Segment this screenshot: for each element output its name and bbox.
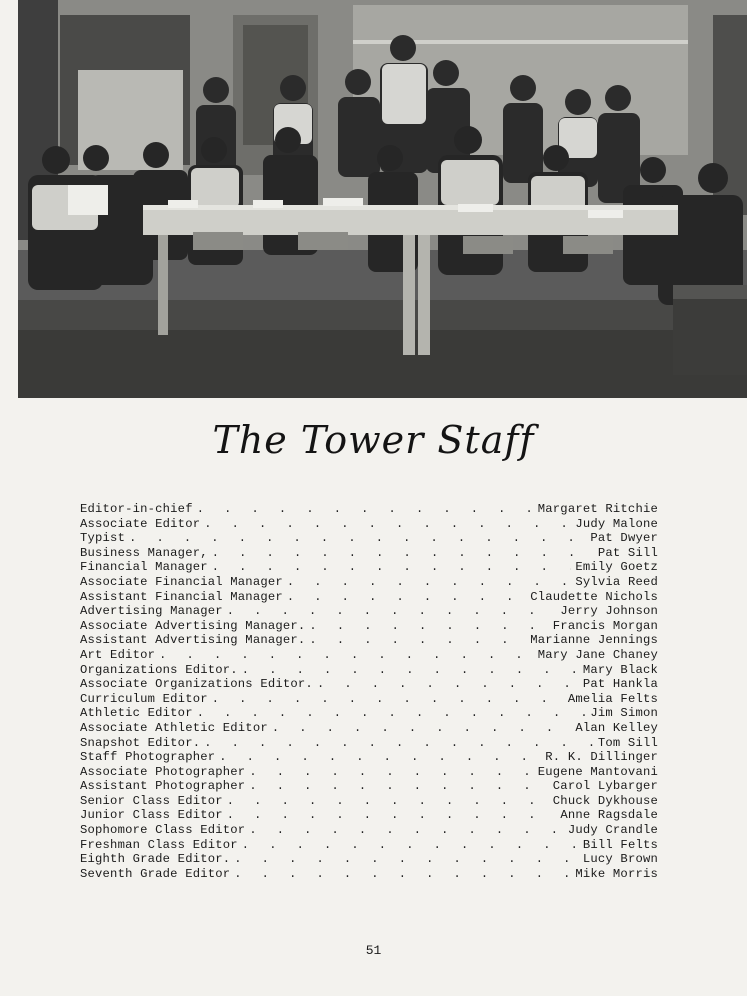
staff-name: Amelia Felts <box>567 691 658 706</box>
staff-role: Associate Athletic Editor <box>80 720 268 735</box>
dot-leader <box>242 838 579 853</box>
staff-entry <box>80 604 658 619</box>
staff-role: Sophomore Class Editor <box>80 823 246 838</box>
staff-name: Francis Morgan <box>552 618 658 633</box>
page-title: The Tower Staff <box>212 418 535 462</box>
staff-entry <box>80 648 658 663</box>
staff-entry <box>80 794 658 809</box>
dot-leader <box>159 648 534 663</box>
staff-entry <box>80 823 658 838</box>
staff-role: Associate Editor <box>80 516 201 531</box>
staff-role: Freshman Class Editor <box>80 837 238 852</box>
staff-role: Typist <box>80 531 126 546</box>
staff-name: Pat Sill <box>597 545 658 560</box>
staff-name: Tom Sill <box>597 735 658 750</box>
staff-name: Pat Dwyer <box>590 531 658 546</box>
dot-leader <box>204 517 571 532</box>
dot-leader <box>204 736 594 751</box>
staff-name: Judy Crandle <box>567 823 658 838</box>
staff-entry <box>80 867 658 882</box>
staff-name: Eugene Mantovani <box>537 764 658 779</box>
group-photo-icon <box>18 0 747 398</box>
staff-entry <box>80 633 658 648</box>
staff-role: Art Editor <box>80 647 156 662</box>
staff-entry <box>80 677 658 692</box>
staff-entry <box>80 560 658 575</box>
dot-leader <box>227 794 549 809</box>
staff-role: Curriculum Editor <box>80 691 208 706</box>
staff-name: Mary Jane Chaney <box>537 647 658 662</box>
staff-name: Margaret Ritchie <box>537 502 658 516</box>
staff-entry <box>80 619 658 634</box>
staff-entry <box>80 692 658 707</box>
dot-leader <box>272 721 572 736</box>
staff-entry <box>80 852 658 867</box>
staff-entry <box>80 808 658 823</box>
staff-role: Staff Photographer <box>80 750 216 765</box>
staff-name: R. K. Dillinger <box>545 750 658 765</box>
dot-leader <box>249 765 533 780</box>
staff-entry <box>80 736 658 751</box>
staff-entry <box>80 706 658 721</box>
staff-role: Associate Financial Manager <box>80 574 283 589</box>
dot-leader <box>234 852 579 867</box>
dot-leader <box>309 633 526 648</box>
dot-leader <box>234 867 571 882</box>
staff-name: Mary Black <box>582 662 658 677</box>
dot-leader <box>287 575 571 590</box>
dot-leader <box>317 677 579 692</box>
dot-leader <box>197 502 534 517</box>
staff-name: Emily Goetz <box>575 560 658 575</box>
staff-entry <box>80 502 658 517</box>
staff-role: Seventh Grade Editor <box>80 866 231 881</box>
staff-entry <box>80 750 658 765</box>
staff-name: Carol Lybarger <box>552 779 658 794</box>
staff-role: Associate Organizations Editor. <box>80 677 313 692</box>
staff-name: Anne Ragsdale <box>560 808 658 823</box>
dot-leader <box>227 604 557 619</box>
staff-roster <box>80 502 658 881</box>
staff-role: Advertising Manager <box>80 604 223 619</box>
staff-role: Financial Manager <box>80 560 208 575</box>
staff-name: Alan Kelley <box>575 720 658 735</box>
staff-role: Associate Advertising Manager. <box>80 618 306 633</box>
staff-entry <box>80 546 658 561</box>
staff-role: Assistant Financial Manager <box>80 589 283 604</box>
dot-leader <box>212 560 572 575</box>
dot-leader <box>242 663 579 678</box>
dot-leader <box>212 692 564 707</box>
staff-name: Pat Hankla <box>582 677 658 692</box>
staff-name: Lucy Brown <box>582 852 658 867</box>
dot-leader <box>309 619 548 634</box>
staff-role: Associate Photographer <box>80 764 246 779</box>
group-photo <box>18 0 747 398</box>
staff-entry <box>80 838 658 853</box>
dot-leader <box>249 823 564 838</box>
staff-role: Organizations Editor. <box>80 662 238 677</box>
staff-name: Sylvia Reed <box>575 574 658 589</box>
staff-name: Jerry Johnson <box>560 604 658 619</box>
staff-role: Assistant Photographer <box>80 779 246 794</box>
staff-role: Junior Class Editor <box>80 808 223 823</box>
staff-entry <box>80 779 658 794</box>
staff-name: Judy Malone <box>575 516 658 531</box>
staff-entry <box>80 765 658 780</box>
dot-leader <box>219 750 541 765</box>
dot-leader <box>212 546 594 561</box>
staff-entry <box>80 575 658 590</box>
staff-name: Chuck Dykhouse <box>552 793 658 808</box>
staff-role: Senior Class Editor <box>80 793 223 808</box>
staff-name: Marianne Jennings <box>530 633 658 648</box>
staff-role: Business Manager, <box>80 545 208 560</box>
staff-entry <box>80 590 658 605</box>
dot-leader <box>249 779 548 794</box>
dot-leader <box>197 706 587 721</box>
staff-name: Mike Morris <box>575 866 658 881</box>
dot-leader <box>129 531 586 546</box>
staff-name: Bill Felts <box>582 837 658 852</box>
staff-entry <box>80 663 658 678</box>
staff-role: Athletic Editor <box>80 706 193 721</box>
staff-role: Assistant Advertising Manager. <box>80 633 306 648</box>
staff-entry <box>80 531 658 546</box>
staff-role: Eighth Grade Editor. <box>80 852 231 867</box>
staff-entry <box>80 721 658 736</box>
staff-role: Snapshot Editor. <box>80 735 201 750</box>
staff-role: Editor-in-chief <box>80 502 193 516</box>
staff-name: Claudette Nichols <box>530 589 658 604</box>
staff-entry <box>80 517 658 532</box>
page-number: 51 <box>365 943 382 958</box>
staff-name: Jim Simon <box>590 706 658 721</box>
dot-leader <box>287 590 526 605</box>
dot-leader <box>227 808 557 823</box>
